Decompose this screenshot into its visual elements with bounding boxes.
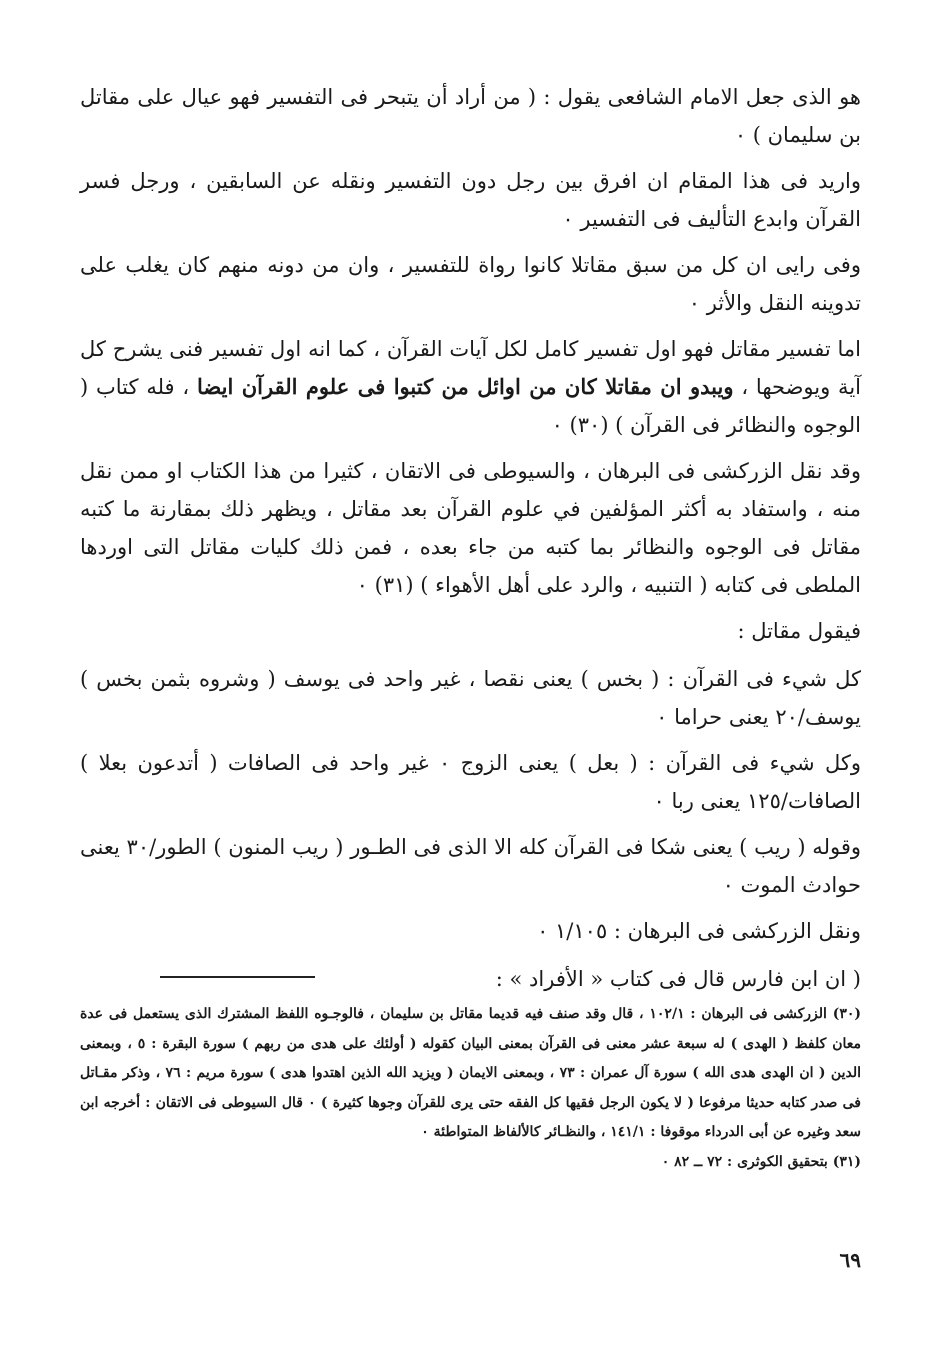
paragraph-7: كل شيء فى القرآن : ( بخس ) يعنى نقصا ، غير واحد فى يوسف ( وشروه بثمن بخس ) يوسف/٢٠ يعنى حراما ٠ [80, 667, 861, 729]
paragraph-8: وكل شيء فى القرآن : ( بعل ) يعنى الزوج ٠ غير واحد فى الصافات ( أتدعون بعلا ) الصافات/١٢٥ يعنى ربا ٠ [80, 751, 862, 813]
page-number: ٦٩ [839, 1248, 861, 1272]
paragraph-11: ( ان ابن فارس قال فى كتاب « الأفراد » : [495, 967, 861, 991]
paragraph-3: وفى رايى ان كل من سبق مقاتلا كانوا رواة للتفسير ، وان من دونه منهم كان يغلب على تدوينه النقل والأثر ٠ [80, 253, 861, 315]
paragraph-5: وقد نقل الزركشى فى البرهان ، والسيوطى فى الاتقان ، كثيرا من هذا الكتاب او ممن نقل منه ، واستفاد به أكثر المؤلفين في علوم القرآن بعد مقاتل ، ويظهر ذلك بمقارنة ما كتبه مقاتل فى الوجوه والنظائر بما كتبه من جاء بعده ، فمن ذلك كليات مقاتل التى اوردها الملطى فى كتابه ( التنبيه ، والرد على أهل الأهواء ) (٣١) ٠ [80, 459, 861, 597]
paragraph-1: هو الذى جعل الامام الشافعى يقول : ( من أراد أن يتبحر فى التفسير فهو عيال على مقاتل بن سليمان ) ٠ [80, 85, 861, 147]
paragraph-4 [80, 330, 861, 444]
paragraph-4-bold: ويبدو ان مقاتلا كان من اوائل من كتبوا فى علوم القرآن ايضا [197, 374, 734, 399]
footnote-30: (٣٠) الزركشى فى البرهان : ١٠٢/١ ، قال وقد صنف فيه قديما مقاتل بن سليمان ، فالوجـوه اللفظ المشترك الذى يستعمل فى عدة معان كلفظ ( الهدى ) له سبعة عشر معنى فى القرآن بمعنى البيان كقوله ( أولئك على هدى من ربهم ) سورة البقرة : ٥ ، وبمعنى الدين ( ان الهدى هدى الله ) سورة آل عمران : ٧٣ ، وبمعنى الايمان ( ويزيد الله الذين اهتدوا هدى ) سورة مريم : ٧٦ ، وذكر مقـاتل فى صدر كتابه حديثا مرفوعا ( لا يكون الرجل فقيها كل الفقه حتى يرى للقرآن وجوها كثيرة ) ٠ قال السيوطى فى الاتقان : أخرجه ابن سعد وغيره عن أبى الدرداء موقوفا : ١٤١/١ ، والنظـائر كالألفاظ المتواطئة ٠ [80, 1006, 861, 1140]
paragraph-2: واريد فى هذا المقام ان افرق بين رجل دون التفسير ونقله عن السابقين ، ورجل فسر القرآن وابدع التأليف فى التفسير ٠ [80, 169, 861, 231]
paragraph-4-end: ، فله كتاب ( الوجوه والنظائر فى القرآن ) (٣٠) ٠ [80, 375, 861, 437]
paragraph-6: فيقول مقاتل : [737, 619, 861, 643]
paragraph-4-start: اما تفسير مقاتل فهو اول تفسير كامل لكل آيات القرآن ، كما انه اول تفسير فنى يشرح كل آية ويوضحها ، [80, 337, 861, 399]
footnote-31: (٣١) بتحقيق الكوثرى : ٧٢ ــ ٨٢ ٠ [661, 1153, 861, 1170]
footnotes [80, 1000, 861, 1177]
paragraph-10: ونقل الزركشى فى البرهان : ١/١٠٥ ٠ [537, 919, 861, 943]
main-text [80, 78, 861, 1008]
paragraph-9: وقوله ( ريب ) يعنى شكا فى القرآن كله الا الذى فى الطـور ( ريب المنون ) الطور/٣٠ يعنى حوادث الموت ٠ [80, 835, 861, 897]
footnote-divider [160, 976, 315, 978]
